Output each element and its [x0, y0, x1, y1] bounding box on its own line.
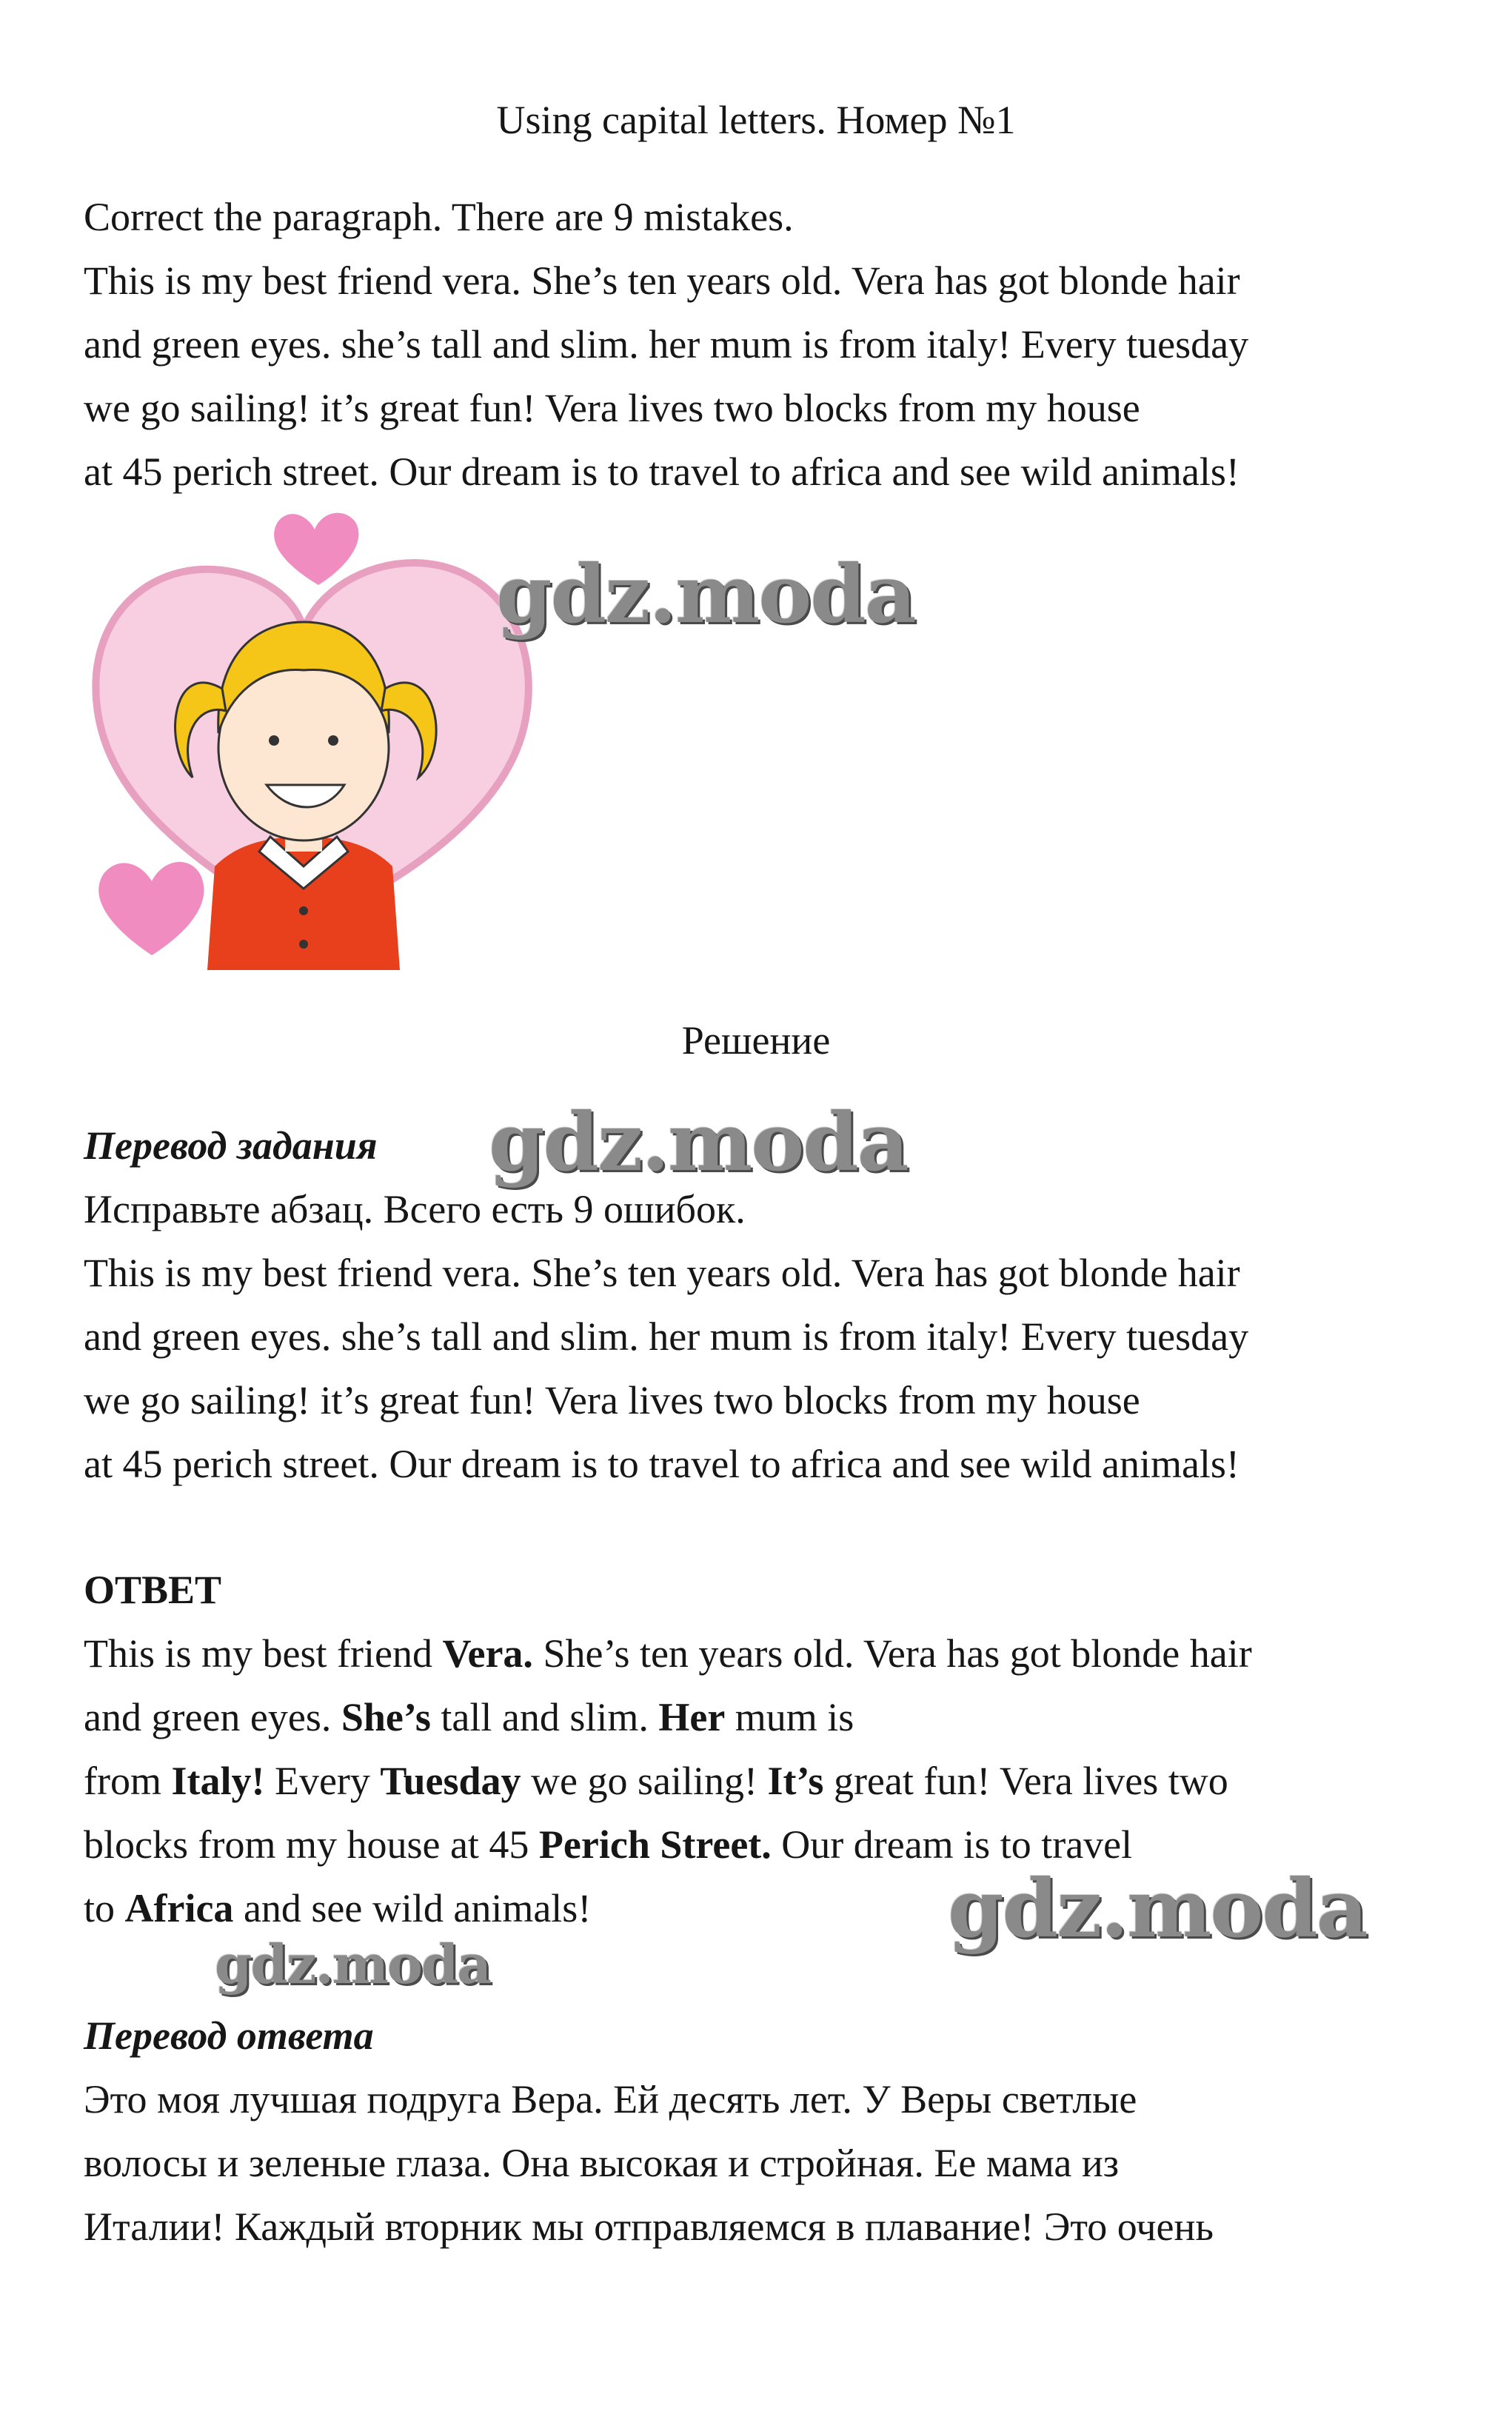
watermark: gdz.moda [948, 1862, 1367, 1956]
small-heart-top [274, 513, 358, 585]
answer-line [84, 1631, 1252, 1676]
task-line: at 45 perich street. Our dream is to travel to africa and see wild animals! [84, 449, 1240, 494]
translation-line: we go sailing! it’s great fun! Vera lives two blocks from my house [84, 1378, 1140, 1422]
answer-line [84, 1697, 854, 1737]
answer-segment: and green eyes. [84, 1695, 341, 1739]
answer-correction: Vera. [442, 1631, 533, 1676]
task-line: and green eyes. she’s tall and slim. her mum is from italy! Every tuesday [84, 322, 1249, 367]
answer-translation-line: Это моя лучшая подруга Вера. Ей десять лет. У Веры светлые [84, 2077, 1137, 2122]
answer-translation-heading: Перевод ответа [84, 2013, 374, 2058]
translation-line: This is my best friend vera. She’s ten years old. Vera has got blonde hair [84, 1251, 1240, 1295]
girl-heart-image [81, 511, 555, 970]
girl-heart-illustration [81, 511, 555, 974]
small-heart-bottom [98, 862, 204, 955]
answer-segment: This is my best friend [84, 1631, 443, 1676]
answer-line [84, 1888, 591, 1928]
answer-segment: Our dream is to travel [771, 1822, 1133, 1867]
answer-correction: It’s [767, 1759, 824, 1803]
answer-segment: mum is [725, 1695, 854, 1739]
translation-instruction: Исправьте абзац. Всего есть 9 ошибок. [84, 1187, 746, 1231]
translation-line: at 45 perich street. Our dream is to travel to africa and see wild animals! [84, 1442, 1240, 1486]
answer-segment: blocks from my house at 45 [84, 1822, 539, 1867]
answer-segment: tall and slim. [430, 1695, 659, 1739]
task-translation-heading: Перевод задания [84, 1123, 378, 1168]
answer-segment: to [84, 1886, 125, 1930]
answer-line [84, 1761, 1228, 1801]
answer-correction: Africa [124, 1886, 234, 1930]
task-line: This is my best friend vera. She’s ten years old. Vera has got blonde hair [84, 258, 1240, 303]
answer-heading: ОТВЕТ [84, 1568, 222, 1612]
solution-heading: Решение [681, 1018, 831, 1063]
answer-correction: Her [658, 1695, 726, 1739]
answer-segment: great fun! Vera lives two [823, 1759, 1228, 1803]
task-line: we go sailing! it’s great fun! Vera lives two blocks from my house [84, 386, 1140, 430]
task-instruction: Correct the paragraph. There are 9 mistakes. [84, 195, 794, 239]
answer-correction: Tuesday [380, 1759, 521, 1803]
page-title: Using capital letters. Номер №1 [496, 98, 1016, 142]
answer-correction: She’s [341, 1695, 431, 1739]
watermark: gdz.moda [496, 548, 915, 641]
watermark: gdz.moda [215, 1933, 490, 1996]
answer-correction: Italy! [171, 1759, 265, 1803]
watermark: gdz.moda [489, 1096, 908, 1189]
answer-segment: we go sailing! [521, 1759, 768, 1803]
answer-segment: and see wild animals! [233, 1886, 592, 1930]
answer-line [84, 1822, 1133, 1867]
answer-segment: She’s ten years old. Vera has got blonde hair [532, 1631, 1252, 1676]
answer-correction: Perich Street. [538, 1822, 772, 1867]
answer-translation-line: Италии! Каждый вторник мы отправляемся в плавание! Это очень [84, 2204, 1214, 2249]
answer-segment: from [84, 1759, 172, 1803]
translation-line: and green eyes. she’s tall and slim. her mum is from italy! Every tuesday [84, 1314, 1249, 1359]
answer-segment: Every [264, 1759, 381, 1803]
answer-translation-line: волосы и зеленые глаза. Она высокая и стройная. Ее мама из [84, 2141, 1120, 2185]
